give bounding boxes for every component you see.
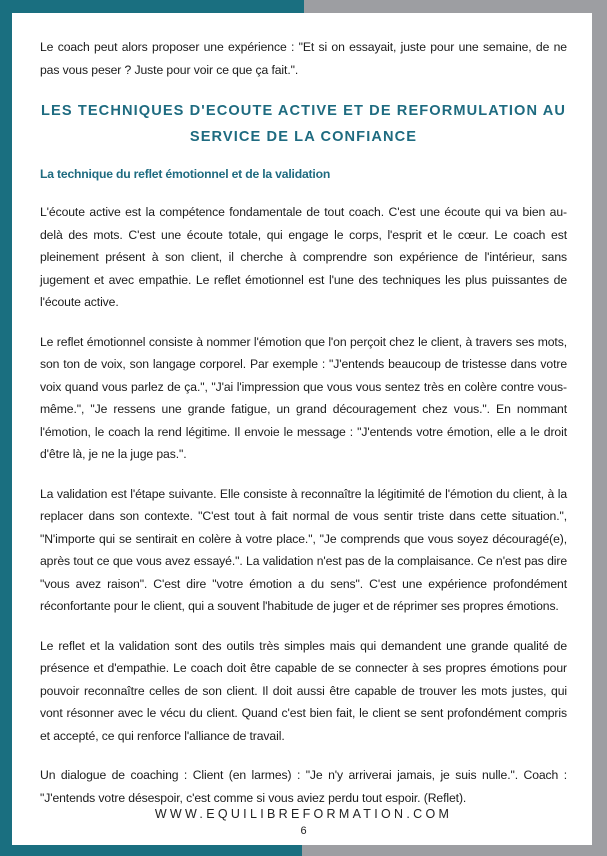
body-paragraph-ecoute-active: L'écoute active est la compétence fondamentale de tout coach. C'est une écoute qui va bien au-delà des mots. C'est une écoute totale, qui engage le corps, l'esprit et le cœur. Le coach est pleinement présent à son client, il cherche à comprendre son expérience de l'intérieur, sans jugement et avec empathie. Le reflet émotionnel est l'une des techniques les plus puissantes de l'écoute active. [40,205,567,309]
page-number: 6 [300,825,307,837]
body-paragraph-reflet-emotionnel: Le reflet émotionnel consiste à nommer l'émotion que l'on perçoit chez le client, à travers ses mots, son ton de voix, son langage corporel. Par exemple : "J'entends beaucoup de tristesse dans votre voix quand vous parlez de ça.", "J'ai l'impression que vous vous sentez très en colère contre vous-même.", "Je ressens une grande fatigue, un grand découragement chez vous.". En nommant l'émotion, le coach la rend légitime. Il envoie le message : "J'entends votre émotion, elle a le droit d'être là, je ne la juge pas.". [40,334,567,461]
intro-paragraph: Le coach peut alors proposer une expérience : "Et si on essayait, juste pour une semaine, de ne pas vous peser ? Juste pour voir ce que ça fait.". [40,40,567,77]
footer-website: WWW.EQUILIBREFORMATION.COM [154,807,453,821]
section-title: LES TECHNIQUES D'ECOUTE ACTIVE ET DE REFORMULATION AU SERVICE DE LA CONFIANCE [41,103,566,145]
section-subheading: La technique du reflet émotionnel et de la validation [40,167,331,181]
page-content [40,36,567,826]
body-paragraph-validation: La validation est l'étape suivante. Elle consiste à reconnaître la légitimité de l'émotion du client, à la replacer dans son contexte. "C'est tout à fait normal de vous sentir triste dans cette situation.", "N'importe qui se sentirait en colère à votre place.", "Je comprends que vous soyez découragé(e), après tout ce que vous avez essayé.". La validation n'est pas de la complaisance. Ce n'est pas dire "vous avez raison". C'est dire "votre émotion a du sens". C'est une expérience profondément réconfortante pour le client, qui a souvent l'habitude de juger et de réprimer ses propres émotions. [40,486,567,613]
body-paragraph-dialogue: Un dialogue de coaching : Client (en larmes) : "Je n'y arriverai jamais, je suis nulle.". Coach : "J'entends votre désespoir, c'est comme si vous aviez perdu tout espoir. (Reflet). [40,768,567,805]
frame-bottom-teal-bar [0,845,302,856]
frame-top-gray-bar [304,0,607,13]
frame-left-teal-border [0,0,12,856]
frame-top-teal-bar [0,0,304,13]
body-paragraph-outils: Le reflet et la validation sont des outils très simples mais qui demandent une grande qualité de présence et d'empathie. Le coach doit être capable de se connecter à ses propres émotions pour pouvoir reconnaître celles de son client. Il doit aussi être capable de trouver les mots justes, qui vont résonner avec le vécu du client. Quand c'est bien fait, le client se sent profondément compris et accepté, ce qui renforce l'alliance de travail. [40,638,567,743]
frame-right-gray-border [592,0,607,856]
frame-bottom-gray-bar [302,845,607,856]
